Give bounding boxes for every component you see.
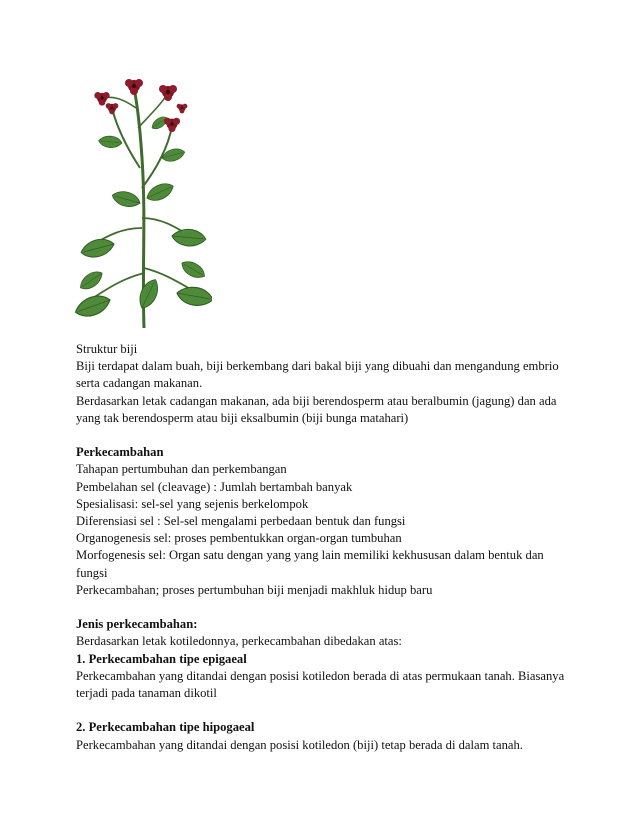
document-text <box>76 341 565 754</box>
paragraph-line: yang tak berendosperm atau biji eksalbumin (biji bunga matahari) <box>76 410 409 425</box>
flowering-plant-illustration <box>72 68 212 330</box>
paragraph-line: Tahapan pertumbuhan dan perkembangan <box>76 462 287 477</box>
heading-perkecambahan: Perkecambahan <box>76 445 164 460</box>
paragraph-line: Morfogenesis sel: Organ satu dengan yang yang lain memiliki kekhususan dalam bentuk dan <box>76 548 544 563</box>
paragraph-line: Perkecambahan yang ditandai dengan posisi kotiledon berada di atas permukaan tanah. Biasanya <box>76 668 565 683</box>
paragraph-line: Pembelahan sel (cleavage) : Jumlah bertambah banyak <box>76 479 353 494</box>
paragraph-line: Organogenesis sel: proses pembentukkan organ-organ tumbuhan <box>76 531 402 546</box>
paragraph-line: Biji terdapat dalam buah, biji berkembang dari bakal biji yang dibuahi dan mengandung embrio <box>76 359 559 374</box>
section-title-struktur-biji: Struktur biji <box>76 342 138 356</box>
heading-tipe-epigaeal: 1. Perkecambahan tipe epigaeal <box>76 651 247 666</box>
paragraph-line: Diferensiasi sel : Sel-sel mengalami perbedaan bentuk dan fungsi <box>76 514 406 529</box>
paragraph-gap <box>76 702 556 719</box>
paragraph-line: terjadi pada tanaman dikotil <box>76 686 217 701</box>
paragraph-line: Perkecambahan yang ditandai dengan posisi kotiledon (biji) tetap berada di dalam tanah. <box>76 737 523 752</box>
heading-tipe-hipogaeal: 2. Perkecambahan tipe hipogaeal <box>76 720 255 735</box>
paragraph-line: Berdasarkan letak kotiledonnya, perkecambahan dibedakan atas: <box>76 634 402 649</box>
paragraph-gap <box>76 599 556 616</box>
paragraph-line: Perkecambahan; proses pertumbuhan biji menjadi makhluk hidup baru <box>76 582 433 597</box>
paragraph-line: fungsi <box>76 565 108 580</box>
paragraph-line: serta cadangan makanan. <box>76 376 203 391</box>
paragraph-gap <box>76 427 556 444</box>
paragraph-line: Berdasarkan letak cadangan makanan, ada biji berendosperm atau beralbumin (jagung) dan ada <box>76 393 557 408</box>
heading-jenis-perkecambahan: Jenis perkecambahan: <box>76 617 198 632</box>
paragraph-line: Spesialisasi: sel-sel yang sejenis berkelompok <box>76 496 309 511</box>
